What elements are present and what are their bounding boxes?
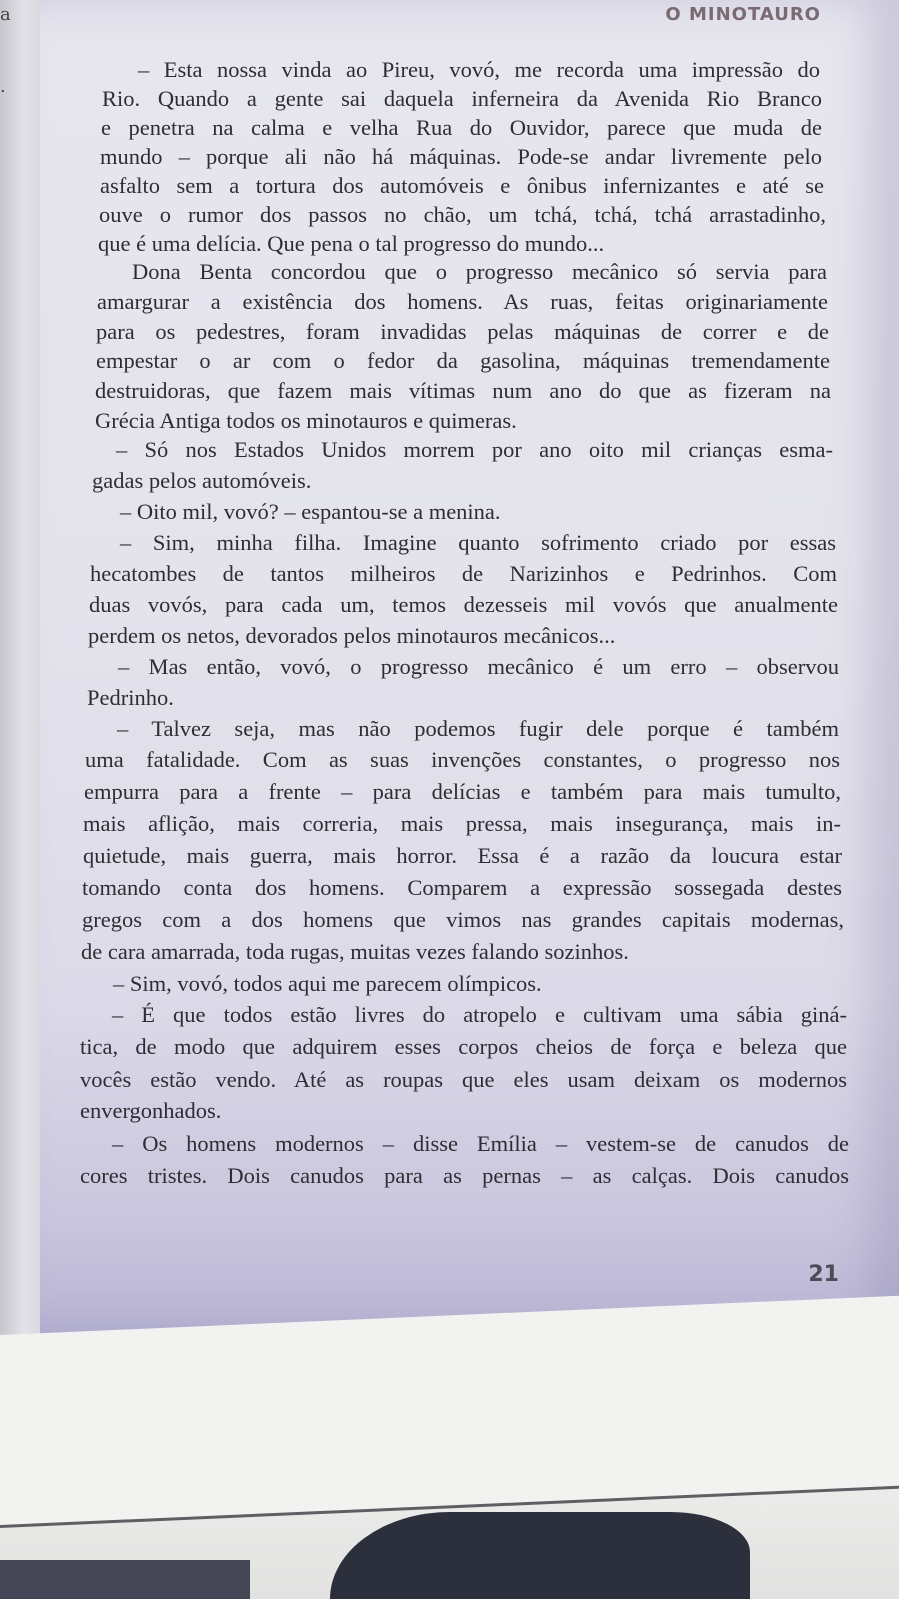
text-line: – Sim, minha filha. Imagine quanto sofrimento criado por essas <box>120 530 836 555</box>
left-page-fragment: . <box>0 76 6 97</box>
text-line: tomando conta dos homens. Comparem a expressão sossegada destes <box>82 875 842 900</box>
text-line: – É que todos estão livres do atropelo e cultivam uma sábia giná- <box>112 1002 847 1027</box>
text-line: amargurar a existência dos homens. As ruas, feitas originariamente <box>97 289 828 314</box>
body-text <box>40 0 899 1250</box>
text-line: perdem os netos, devorados pelos minotauros mecânicos... <box>88 623 616 648</box>
text-line: e penetra na calma e velha Rua do Ouvidor, parece que muda de <box>101 115 822 140</box>
dark-background-left <box>0 1560 250 1599</box>
text-line: para os pedestres, foram invadidas pelas máquinas de correr e de <box>96 319 829 344</box>
left-page-fragment: a <box>0 4 11 25</box>
text-line: tica, de modo que adquirem esses corpos cheios de força e beleza que <box>80 1034 847 1059</box>
text-line: Rio. Quando a gente sai daquela inferneira da Avenida Rio Branco <box>102 86 822 111</box>
text-line: destruidoras, que fazem mais vítimas num ano do que as fizeram na <box>95 378 831 403</box>
text-line: – Esta nossa vinda ao Pireu, vovó, me recorda uma impressão do <box>138 57 820 82</box>
page-number: 21 <box>808 1262 839 1287</box>
text-line: vocês estão vendo. Até as roupas que eles usam deixam os modernos <box>80 1067 847 1092</box>
text-line: de cara amarrada, toda rugas, muitas vezes falando sozinhos. <box>81 939 629 964</box>
text-line: ouve o rumor dos passos no chão, um tchá, tchá, tchá arrastadinho, <box>99 202 826 227</box>
text-line: – Talvez seja, mas não podemos fugir dele porque é também <box>117 716 839 741</box>
text-line: que é uma delícia. Que pena o tal progresso do mundo... <box>98 231 605 256</box>
text-line: uma fatalidade. Com as suas invenções constantes, o progresso nos <box>85 747 840 772</box>
text-line: – Mas então, vovó, o progresso mecânico é um erro – observou <box>118 654 839 679</box>
text-line: – Os homens modernos – disse Emília – vestem-se de canudos de <box>112 1131 849 1156</box>
text-line: Dona Benta concordou que o progresso mecânico só servia para <box>132 259 827 284</box>
book-page <box>40 0 899 1335</box>
text-line: mais aflição, mais correria, mais pressa, mais insegurança, mais in- <box>83 811 841 836</box>
dark-background <box>330 1512 750 1599</box>
text-line: Pedrinho. <box>87 685 174 710</box>
text-line: cores tristes. Dois canudos para as pernas – as calças. Dois canudos <box>80 1163 849 1188</box>
left-page-edge <box>0 0 40 1335</box>
running-head: O MINOTAURO <box>665 4 821 25</box>
text-line: gadas pelos automóveis. <box>92 468 312 493</box>
text-line: quietude, mais guerra, mais horror. Essa é a razão da loucura estar <box>83 843 842 868</box>
text-line: Grécia Antiga todos os minotauros e quimeras. <box>95 408 517 433</box>
text-line: envergonhados. <box>80 1098 222 1123</box>
text-line: gregos com a dos homens que vimos nas grandes capitais modernas, <box>82 907 844 932</box>
text-line: hecatombes de tantos milheiros de Narizinhos e Pedrinhos. Com <box>90 561 837 586</box>
text-line: – Sim, vovó, todos aqui me parecem olímpicos. <box>113 971 542 996</box>
text-line: asfalto sem a tortura dos automóveis e ônibus infernizantes e até se <box>100 173 824 198</box>
text-line: – Oito mil, vovó? – espantou-se a menina. <box>120 499 501 524</box>
text-line: duas vovós, para cada um, temos dezesseis mil vovós que anualmente <box>89 592 838 617</box>
text-line: mundo – porque ali não há máquinas. Pode-se andar livremente pelo <box>100 144 822 169</box>
text-line: empurra para a frente – para delícias e também para mais tumulto, <box>84 779 841 804</box>
text-line: – Só nos Estados Unidos morrem por ano oito mil crianças esma- <box>116 437 833 462</box>
lower-page-edge <box>0 1296 899 1528</box>
text-line: empestar o ar com o fedor da gasolina, máquinas tremendamente <box>96 348 830 373</box>
